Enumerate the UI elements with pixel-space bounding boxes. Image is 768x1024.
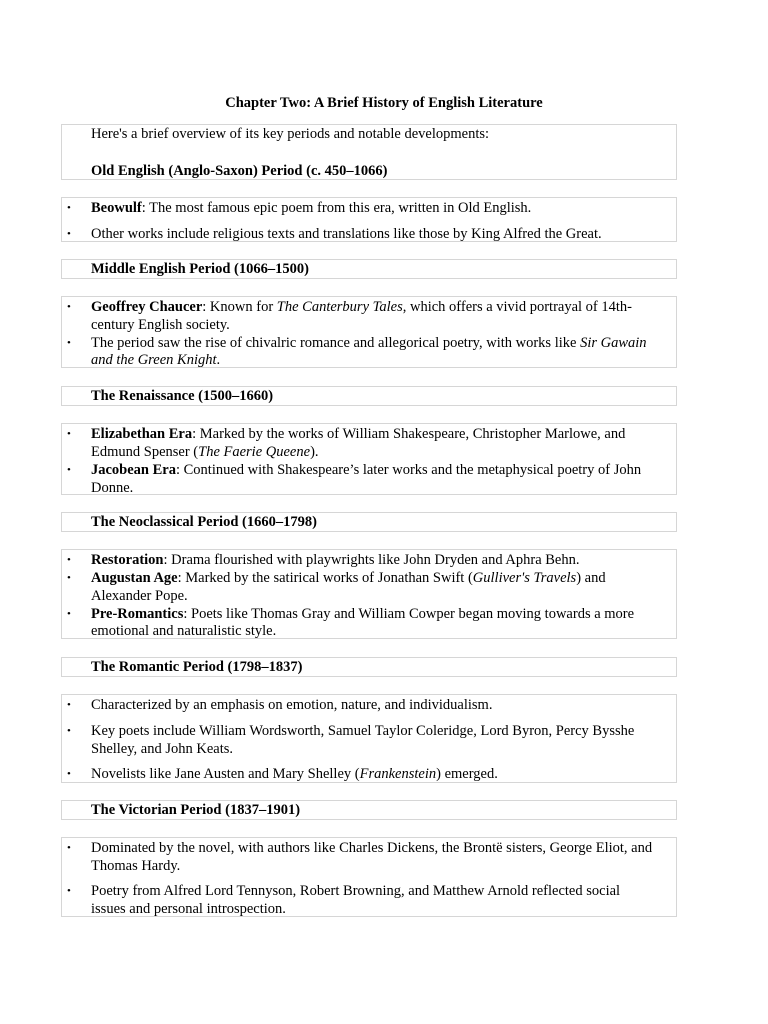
list-romantic [61,694,677,783]
list-item: Other works include religious texts and translations like those by King Alfred the Great. [91,226,602,242]
term: Augustan Age [91,570,178,586]
term: Restoration [91,552,164,568]
work-title: Frankenstein [359,766,437,782]
list-middle-english [61,296,677,368]
list-item-continuation: and the Green Knight. [91,352,221,368]
work-title: The Faerie Queene [198,444,311,460]
list-item: Geoffrey Chaucer: Known for The Canterbury Tales, which offers a vivid portrayal of 14th- [91,299,632,315]
heading-box-romantic [61,657,677,677]
section-heading-victorian: The Victorian Period (1837–1901) [91,802,301,818]
bullet-icon: • [67,228,71,240]
list-item-continuation: century English society. [91,317,230,333]
bullet-icon: • [67,699,71,711]
list-item: Jacobean Era: Continued with Shakespeare’s later works and the metaphysical poetry of John [91,462,642,478]
bullet-icon: • [67,301,71,313]
list-item: Pre-Romantics: Poets like Thomas Gray and William Cowper began moving towards a more [91,606,635,622]
list-item: Augustan Age: Marked by the satirical works of Jonathan Swift (Gulliver's Travels) and [91,570,606,586]
list-item: Elizabethan Era: Marked by the works of William Shakespeare, Christopher Marlowe, and [91,426,626,442]
list-item-continuation: Alexander Pope. [91,588,188,604]
bullet-icon: • [67,554,71,566]
heading-box-renaissance [61,386,677,406]
bullet-icon: • [67,725,71,737]
bullet-icon: • [67,464,71,476]
list-item-continuation: emotional and naturalistic style. [91,623,277,639]
list-item: Restoration: Drama flourished with playwrights like John Dryden and Aphra Behn. [91,552,580,568]
list-victorian [61,837,677,917]
term: Beowulf [91,200,142,216]
chapter-title: Chapter Two: A Brief History of English Literature [225,95,543,111]
list-renaissance [61,423,677,495]
list-item: Poetry from Alfred Lord Tennyson, Robert Browning, and Matthew Arnold reflected social [91,883,621,899]
bullet-icon: • [67,337,71,349]
list-item-continuation: issues and personal introspection. [91,901,286,917]
list-item: The period saw the rise of chivalric romance and allegorical poetry, with works like Sir Gawain [91,335,647,351]
work-title: Sir Gawain [580,335,647,351]
list-item: Dominated by the novel, with authors like Charles Dickens, the Brontë sisters, George Eliot, and [91,840,653,856]
list-item: Beowulf: The most famous epic poem from this era, written in Old English. [91,200,532,216]
section-heading-neoclassical: The Neoclassical Period (1660–1798) [91,514,317,530]
section-heading-old-english: Old English (Anglo-Saxon) Period (c. 450–1066) [91,163,388,179]
list-item-continuation: Edmund Spenser (The Faerie Queene). [91,444,319,460]
list-item-continuation: Donne. [91,480,134,496]
intro-text: Here's a brief overview of its key periods and notable developments: [91,126,490,142]
bullet-icon: • [67,608,71,620]
heading-box-victorian [61,800,677,820]
term: Geoffrey Chaucer [91,299,203,315]
list-item-continuation: Shelley, and John Keats. [91,741,234,757]
heading-box-neoclassical [61,512,677,532]
intro-box [61,124,677,180]
list-item: Key poets include William Wordsworth, Samuel Taylor Coleridge, Lord Byron, Percy Bysshe [91,723,635,739]
bullet-icon: • [67,428,71,440]
list-item: Novelists like Jane Austen and Mary Shelley (Frankenstein) emerged. [91,766,498,782]
work-title: and the Green Knight [91,352,217,368]
bullet-icon: • [67,768,71,780]
bullet-icon: • [67,842,71,854]
section-heading-romantic: The Romantic Period (1798–1837) [91,659,303,675]
list-item: Characterized by an emphasis on emotion, nature, and individualism. [91,697,493,713]
bullet-icon: • [67,202,71,214]
section-heading-renaissance: The Renaissance (1500–1660) [91,388,274,404]
bullet-icon: • [67,885,71,897]
section-heading-middle-english: Middle English Period (1066–1500) [91,261,309,277]
term: Pre-Romantics [91,606,184,622]
term: Elizabethan Era [91,426,193,442]
work-title: Gulliver's Travels [472,570,577,586]
term: Jacobean Era [91,462,176,478]
bullet-icon: • [67,572,71,584]
work-title: The Canterbury Tales [276,299,403,315]
list-old-english [61,197,677,242]
list-neoclassical [61,549,677,639]
heading-box-middle-english [61,259,677,279]
list-item-continuation: Thomas Hardy. [91,858,181,874]
